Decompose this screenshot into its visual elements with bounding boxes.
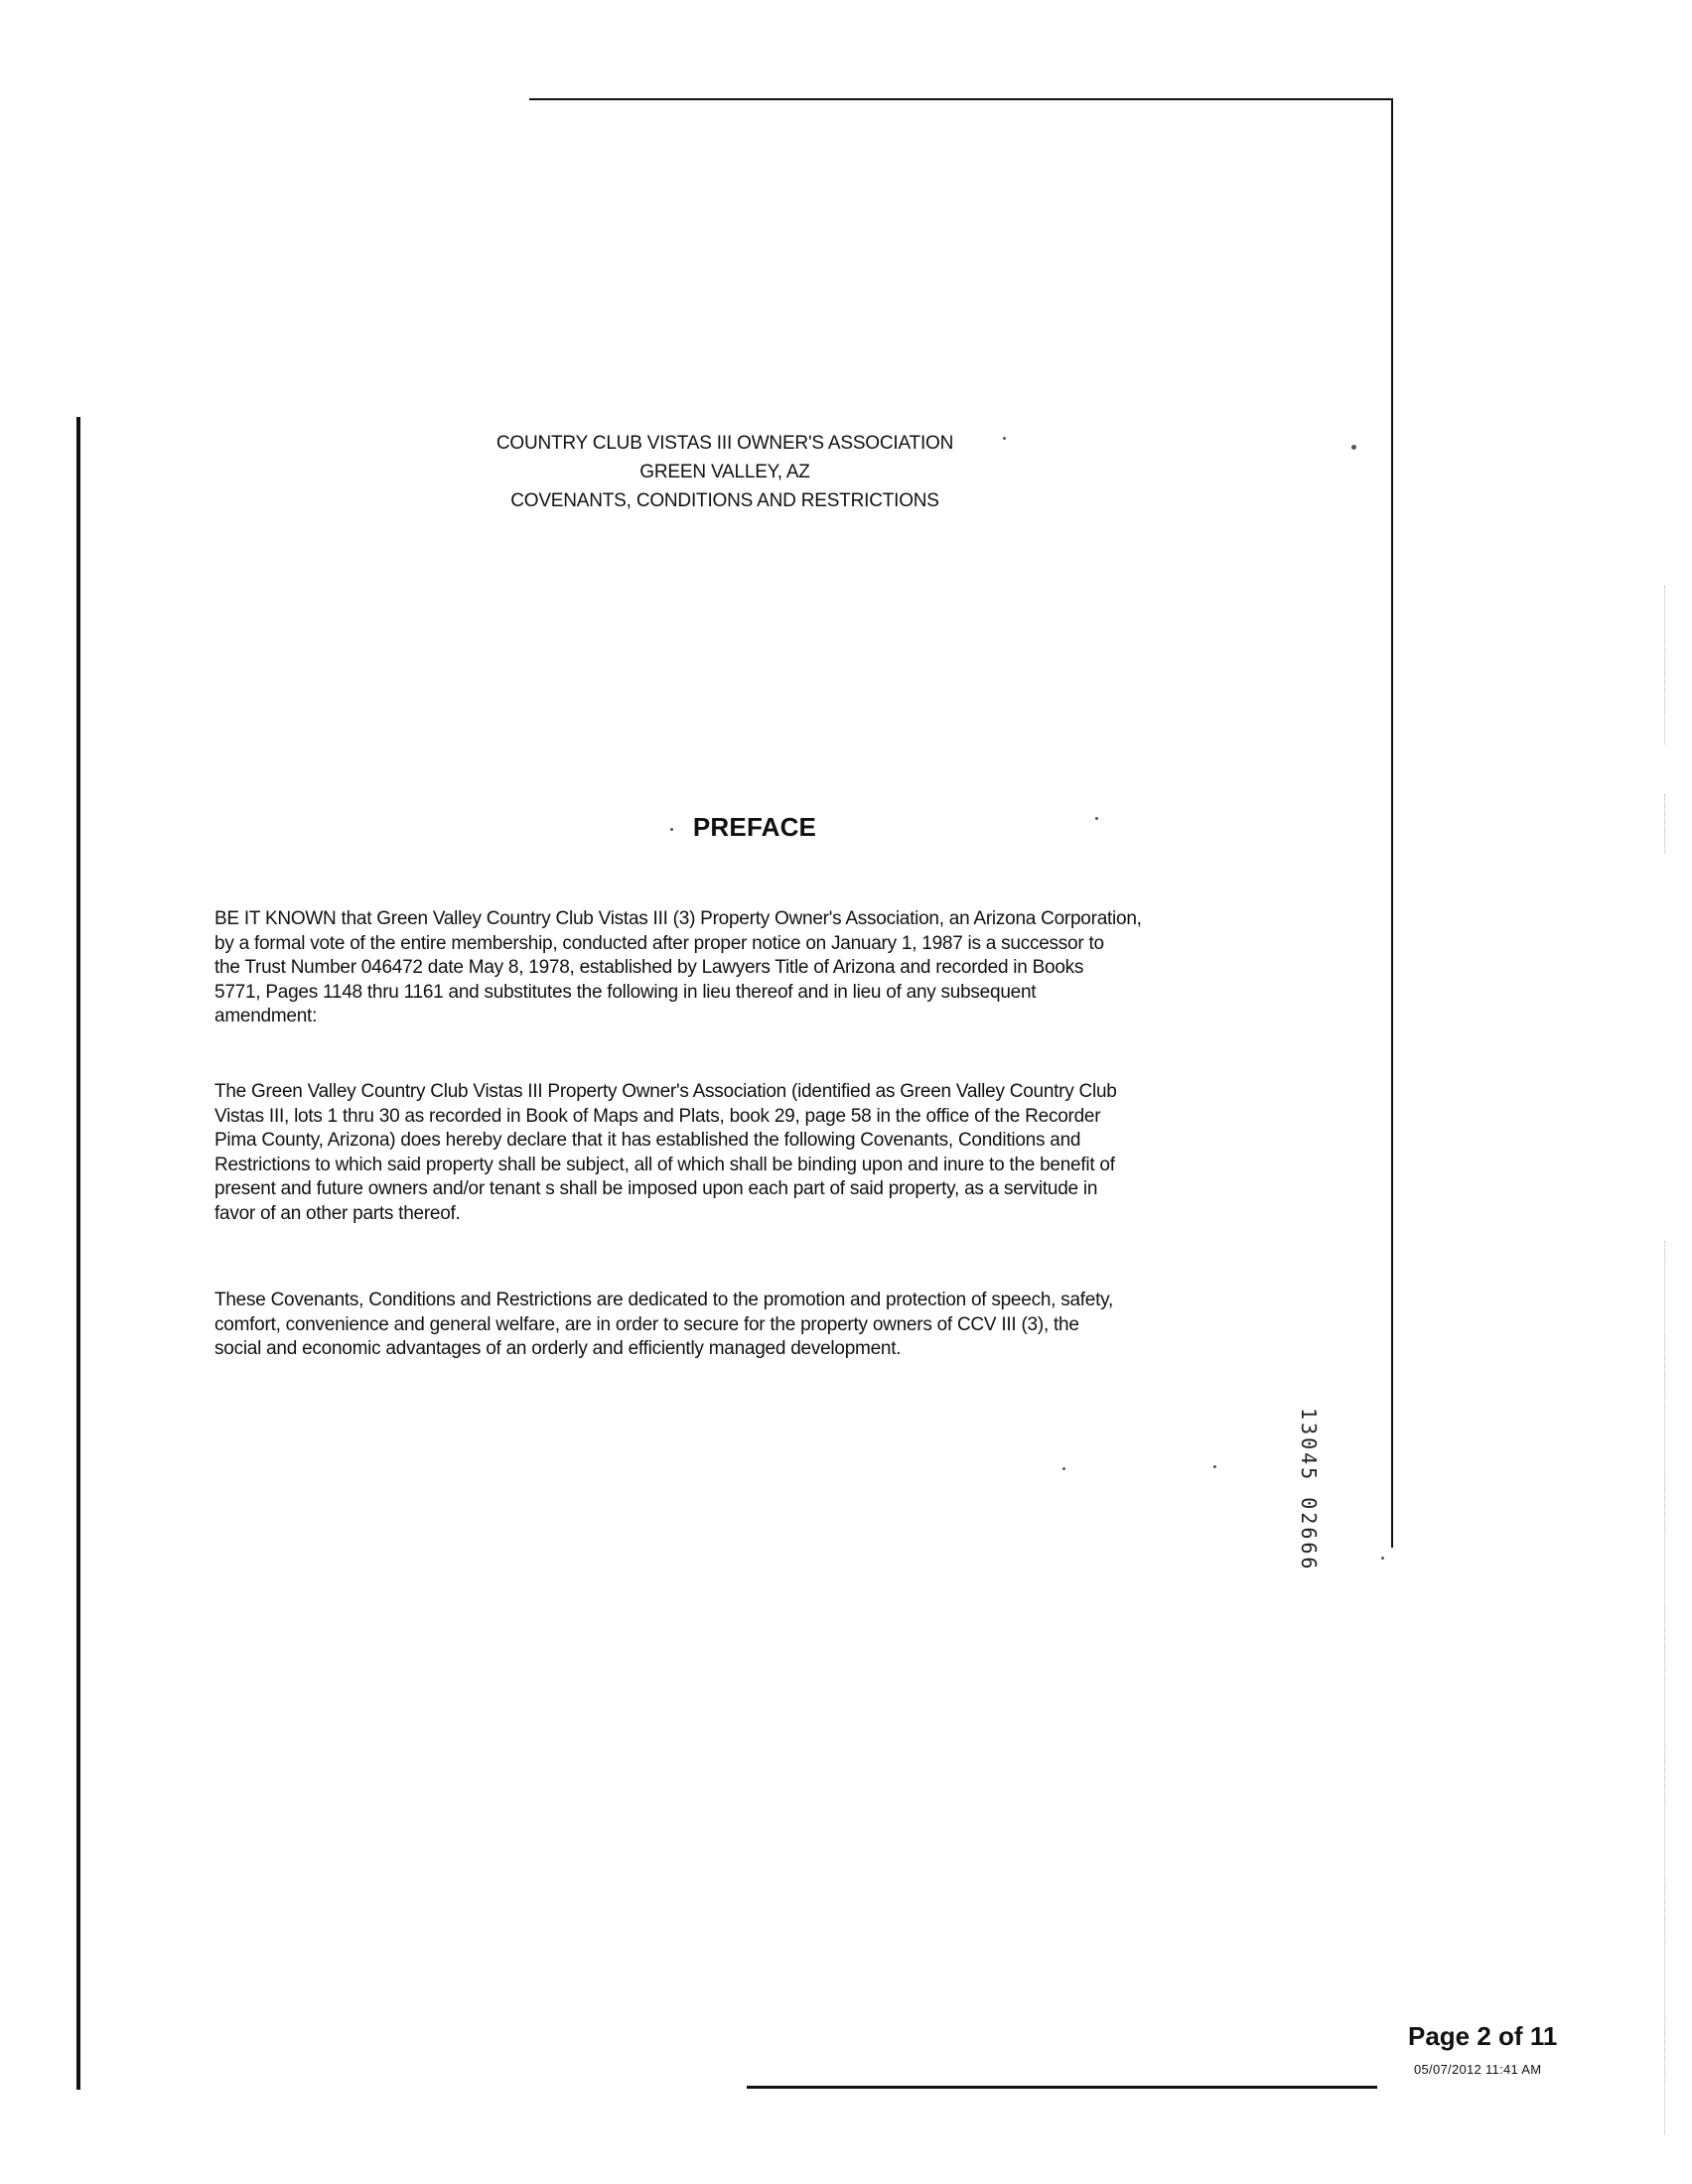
paragraph-line: The Green Valley Country Club Vistas III Property Owner's Association (identified as Green Valley Country Club: [214, 1081, 1117, 1102]
paragraph-line: Restrictions to which said property shall be subject, all of which shall be binding upon and inure to the benefit of: [214, 1154, 1115, 1175]
top-rule: [529, 98, 1393, 100]
document-header: [397, 429, 1053, 515]
scan-speck: [1062, 1467, 1065, 1470]
right-rule: [1391, 98, 1393, 1548]
paragraph-line: by a formal vote of the entire membership, conducted after proper notice on January 1, 1987 is a successor to: [214, 932, 1104, 954]
scan-edge-mark: [1664, 586, 1665, 745]
paragraph-line: BE IT KNOWN that Green Valley Country Club Vistas III (3) Property Owner's Association, an Arizona Corporation,: [214, 908, 1142, 929]
paragraph-line: These Covenants, Conditions and Restrictions are dedicated to the promotion and protection of speech, safety,: [214, 1290, 1114, 1310]
paragraph-line: Vistas III, lots 1 thru 30 as recorded in Book of Maps and Plats, book 29, page 58 in the office of the Recorder: [214, 1105, 1101, 1127]
paragraph-line: Pima County, Arizona) does hereby declare that it has established the following Covenants, Conditions and: [214, 1130, 1081, 1151]
paragraph-line: present and future owners and/or tenant s shall be imposed upon each part of said property, as a servitude in: [214, 1178, 1098, 1199]
paragraph-line: 5771, Pages 1148 thru 1161 and substitutes the following in lieu thereof and in lieu of any subsequent: [214, 981, 1037, 1003]
scan-edge-mark: [1664, 794, 1665, 854]
paragraph-line: amendment:: [214, 1006, 318, 1026]
header-association-name: COUNTRY CLUB VISTAS III OWNER'S ASSOCIATION: [495, 433, 954, 454]
paragraph-line: comfort, convenience and general welfare, are in order to secure for the property owners of CCV III (3), the: [214, 1313, 1079, 1335]
scan-speck: [1351, 445, 1356, 450]
print-timestamp: 05/07/2012 11:41 AM: [1414, 2062, 1542, 2077]
paragraph-line: social and economic advantages of an orderly and efficiently managed development.: [214, 1338, 902, 1359]
left-rule: [76, 417, 80, 2090]
page-number: Page 2 of 11: [1408, 2021, 1558, 2051]
paragraph-line: the Trust Number 046472 date May 8, 1978, established by Lawyers Title of Arizona and recorded in Books: [214, 957, 1084, 978]
preface-heading: PREFACE: [692, 812, 817, 842]
preface-paragraph-3: [214, 1289, 1327, 1362]
paragraph-line: favor of an other parts thereof.: [214, 1202, 461, 1224]
header-document-title: COVENANTS, CONDITIONS AND RESTRICTIONS: [510, 490, 939, 511]
header-location: GREEN VALLEY, AZ: [639, 462, 810, 482]
recording-stamp: 13045 02666: [1297, 1408, 1321, 1572]
scan-speck: [1381, 1557, 1384, 1560]
scan-speck: [1095, 817, 1098, 820]
scan-edge-mark: [1664, 1241, 1665, 2134]
scan-speck: [1213, 1465, 1216, 1468]
preface-paragraph-1: [214, 907, 1327, 1029]
bottom-rule: [747, 2086, 1377, 2089]
preface-paragraph-2: [214, 1080, 1327, 1226]
